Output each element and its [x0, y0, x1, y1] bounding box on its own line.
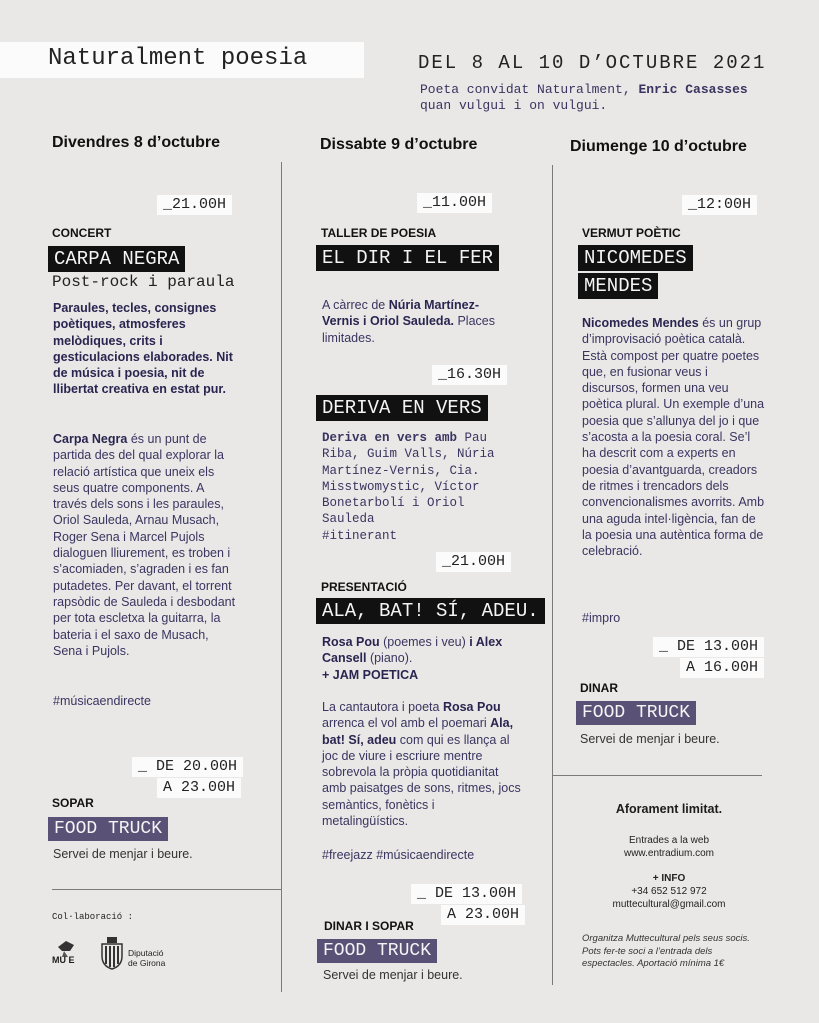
sunday-food-desc: Servei de menjar i beure.	[580, 732, 720, 746]
entrades-info	[582, 834, 756, 860]
saturday-event-1-desc	[322, 297, 507, 346]
friday-event-title: CARPA NEGRA	[48, 246, 185, 272]
saturday-event-3-performers	[322, 634, 527, 683]
guest-name: Enric Casasses	[638, 82, 748, 97]
info-label: + INFO	[652, 873, 686, 884]
sunday-heading: Diumenge 10 d’octubre	[570, 138, 747, 155]
column-divider-right	[552, 165, 553, 985]
friday-description-bold: Paraules, tecles, consignes poètiques, atmosferes melòdiques, crits i gesticulacions elaborades. Nit de música i poesia, nit de llibertat creativa en estat pur.	[53, 301, 233, 397]
sunday-event-title-line2: MENDES	[578, 273, 658, 299]
saturday-hashtag-2: #itinerant	[322, 529, 398, 543]
saturday-time-4a: _ DE 13.00H	[411, 884, 522, 904]
saturday-time-4b: A 23.00H	[441, 905, 525, 925]
desc3-name: Rosa Pou	[442, 700, 501, 714]
desc3-book: Ala, bat! Sí, adeu	[322, 716, 514, 747]
organitza-note: Organitza Muttecultural pels seus socis. Pots fer-te soci a l’entrada dels espectacles. Aportació mínima 1€	[582, 933, 750, 969]
saturday-category-dinar-sopar: DINAR I SOPAR	[324, 919, 414, 933]
friday-heading: Divendres 8 d’octubre	[52, 134, 221, 151]
contact-phone: +34 652 512 972	[631, 886, 707, 897]
friday-bottom-divider	[52, 889, 281, 890]
mutte-logo-text: MU E	[52, 955, 75, 965]
event-dates: DEL 8 AL 10 D’OCTUBRE 2021	[418, 52, 767, 74]
friday-description	[53, 431, 238, 659]
sunday-desc-rest: és un grup d’improvisació poètica català. Està compost per quatre poetes que, en fusionar veus i discursos, formen una veu poètica plural. Un exemple d’una poesia que s’allunya del jo i que s’acosta a la poesia coral. Se’l ha descrit com a experts en poesia d’avantguarda, creadors de ritmes i trencadors dels convencionalismes avorrits. Amb una aguda intel·ligència, fan de la poesia una autèntica forma de celebració.	[582, 316, 765, 559]
sunday-divider	[552, 775, 762, 776]
sunday-event-title-line1: NICOMEDES	[578, 245, 693, 271]
sunday-category-dinar: DINAR	[580, 681, 618, 695]
saturday-time-1: _11.00H	[417, 193, 492, 213]
entrades-label: Entrades a la web	[628, 835, 710, 846]
sunday-food-truck: FOOD TRUCK	[576, 701, 696, 725]
friday-hashtag: #músicaendirecte	[53, 694, 151, 708]
sunday-desc-name: Nicomedes Mendes	[582, 316, 699, 330]
saturday-time-3: _21.00H	[436, 552, 511, 572]
saturday-event-1-title: EL DIR I EL FER	[316, 245, 499, 271]
sunday-description	[582, 315, 767, 559]
saturday-time-2: _16.30H	[432, 365, 507, 385]
diputacio-shield-icon	[100, 936, 124, 970]
friday-desc-rest: és un punt de partida des del qual explorar la relació artística que uneix els seus quatre components. A través dels sons i les paraules, Oriol Sauleda, Arnau Musach, Roger Sena i Marcel Pujols dialoguen lliurement, es troben i s’acomiaden, s’agraden i es fan putadetes. Per davant, el torrent rapsòdic de Sauleda i desbodant per tota escletxa la guitarra, la bateria i el saxo de Musach, Sena i Pujols.	[53, 432, 236, 658]
saturday-food-desc: Servei de menjar i beure.	[323, 968, 463, 982]
perf-jam: + JAM POETICA	[322, 667, 419, 682]
saturday-event-2-title: DERIVA EN VERS	[316, 395, 488, 421]
saturday-desc1-names: Núria Martínez-Vernis i Oriol Sauleda.	[322, 298, 479, 329]
saturday-desc2-rest: Pau Riba, Guim Valls, Núria Martínez-Vernis, Cia. Misstwomystic, Víctor Bonetarbolí i Oriol Sauleda	[322, 431, 495, 527]
desc3-c: com qui es llança al joc de viure i escriure mentre sobrevola la pròpia quotidianitat amb paisatges de sons, ritmes, jocs semàntics, fonètics i metalingüístics.	[322, 732, 521, 829]
friday-time-1: _21.00H	[157, 195, 232, 215]
friday-time-2b: A 23.00H	[157, 778, 241, 798]
saturday-desc2-bold: Deriva en vers amb	[322, 431, 458, 445]
sunday-time-1: _12:00H	[682, 195, 757, 215]
friday-category-concert: CONCERT	[52, 226, 112, 240]
saturday-event-2-desc	[322, 430, 517, 528]
desc3-a: La cantautora i poeta	[322, 700, 443, 714]
guest-poet	[420, 82, 800, 114]
guest-prefix: Poeta convidat Naturalment,	[420, 82, 631, 97]
perf-and: i Alex Cansell	[322, 635, 503, 666]
saturday-desc1-prefix: A càrrec de	[322, 298, 389, 312]
guest-line2: quan vulgui i on vulgui.	[420, 98, 608, 113]
saturday-event-3-title: ALA, BAT! SÍ, ADEU.	[316, 598, 545, 624]
friday-food-truck: FOOD TRUCK	[48, 817, 168, 841]
mutte-logo	[52, 937, 82, 969]
column-divider-left	[281, 162, 282, 992]
friday-food-desc: Servei de menjar i beure.	[53, 847, 193, 861]
friday-category-sopar: SOPAR	[52, 796, 94, 810]
sunday-category-vermut: VERMUT POÈTIC	[582, 226, 681, 240]
sunday-hashtag: #impro	[582, 611, 621, 625]
desc3-b: arrenca el vol amb el poemari	[322, 716, 491, 731]
contact-info	[582, 872, 756, 911]
sunday-time-2b: A 16.00H	[680, 658, 764, 678]
saturday-category-taller: TALLER DE POESIA	[321, 226, 437, 240]
aforament-limitat: Aforament limitat.	[615, 802, 723, 816]
saturday-food-truck: FOOD TRUCK	[317, 939, 437, 963]
perf-role1: (poemes i veu)	[379, 635, 470, 649]
saturday-event-3-desc	[322, 699, 522, 829]
sunday-time-2a: _ DE 13.00H	[653, 637, 764, 657]
friday-time-2a: _ DE 20.00H	[132, 757, 243, 777]
saturday-hashtag-3: #freejazz #músicaendirecte	[322, 848, 475, 862]
friday-desc-name: Carpa Negra	[53, 432, 128, 446]
perf-role2: (piano).	[366, 651, 413, 666]
saturday-category-presentacio: PRESENTACIÓ	[321, 580, 407, 594]
diputacio-logo-text: Diputació de Girona	[128, 948, 166, 968]
saturday-heading: Dissabte 9 d’octubre	[320, 136, 478, 153]
collab-label: Col·laboració :	[52, 912, 134, 922]
page-title: Naturalment poesia	[0, 42, 364, 78]
entrades-link[interactable]: www.entradium.com	[623, 848, 715, 859]
contact-email[interactable]: muttecultural@gmail.com	[612, 899, 726, 910]
saturday-desc1-rest: Places limitades.	[322, 314, 495, 345]
friday-event-subtitle: Post-rock i paraula	[52, 273, 235, 291]
perf-name1: Rosa Pou	[322, 635, 380, 649]
